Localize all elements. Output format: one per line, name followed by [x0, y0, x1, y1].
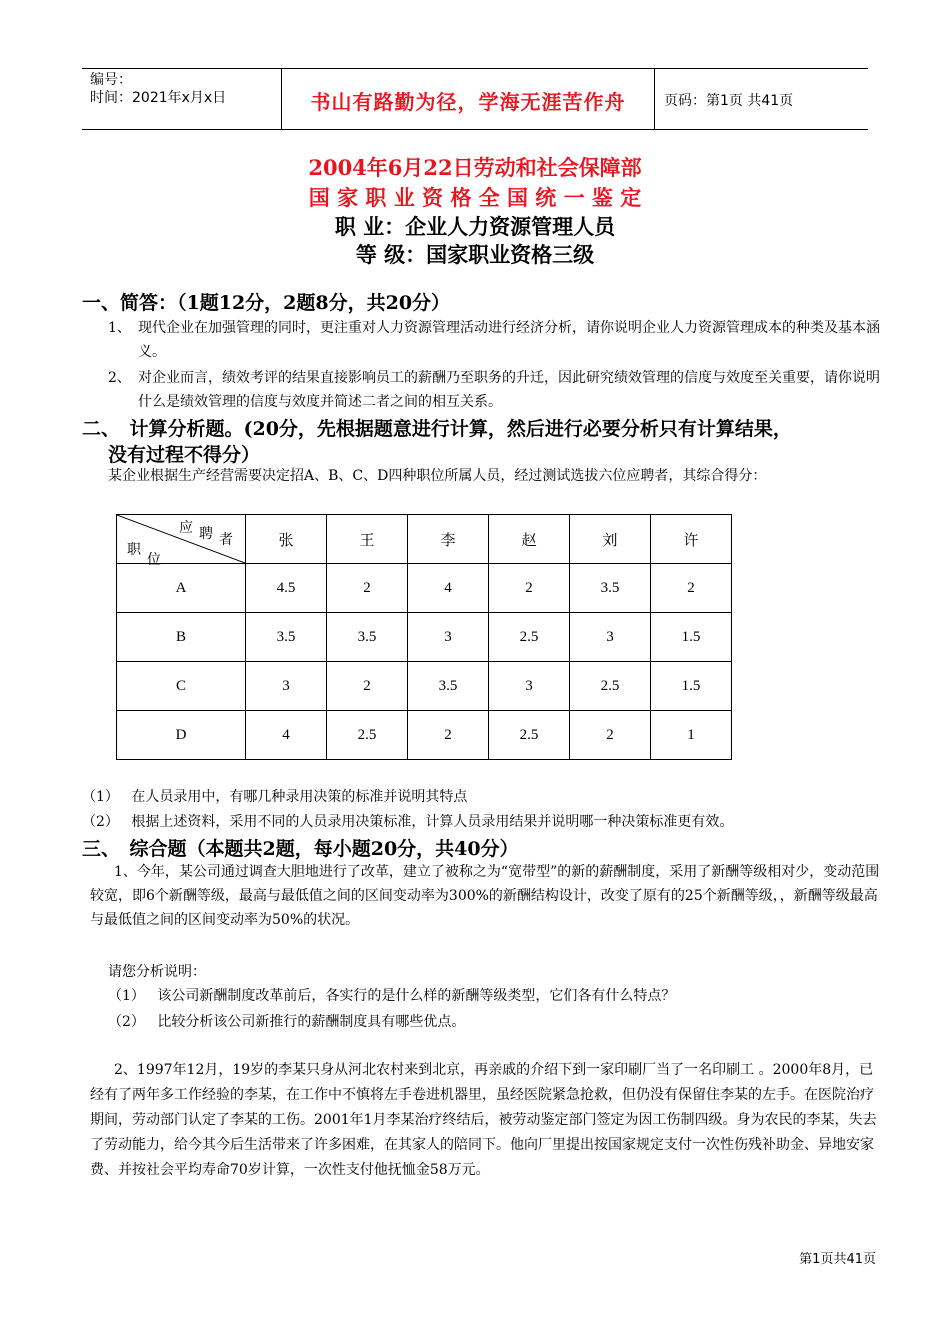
column-header: 王: [327, 515, 408, 564]
table-cell: 4: [246, 711, 327, 760]
table-cell: 2: [651, 564, 732, 613]
table-header-row: [117, 515, 732, 564]
corner-label: 职: [127, 543, 141, 558]
section-1-heading: 一、简答：（1题12分，2题8分，共20分）: [82, 292, 451, 314]
section-1-item-2: [108, 366, 880, 414]
table-cell: 2.5: [489, 711, 570, 760]
table-cell: 2: [408, 711, 489, 760]
table-cell: 3.5: [327, 613, 408, 662]
section-2-heading-line-1: 二、 计算分析题。(20分，先根据题意进行计算，然后进行必要分析只有计算结果，: [82, 418, 792, 440]
table-cell: 2: [570, 711, 651, 760]
table-cell: 1.5: [651, 662, 732, 711]
table-row: [117, 662, 732, 711]
section-2-heading-line-2: 没有过程不得分）: [108, 444, 261, 466]
title-line-4: 等 级：国家职业资格三级: [355, 242, 595, 267]
table-cell: 2: [327, 662, 408, 711]
question-text: 在人员录用中，有哪几种录用决策的标准并说明其特点: [131, 789, 468, 805]
footer-page-info: 第1页共41页: [799, 1252, 876, 1267]
table-row: [117, 711, 732, 760]
header-left: [90, 71, 226, 107]
row-label: A: [117, 564, 246, 613]
table-cell: 3.5: [570, 564, 651, 613]
case-1-question-2: [108, 1010, 465, 1034]
title-line-2: 国 家 职 业 资 格 全 国 统 一 鉴 定: [308, 185, 642, 210]
table-cell: 2: [327, 564, 408, 613]
table-corner-cell: [117, 515, 246, 568]
table-cell: 3: [570, 613, 651, 662]
section-2-intro: 某企业根据生产经营需要决定招A、B、C、D四种职位所属人员，经过测试选拔六位应聘者，其综合得分：: [108, 468, 767, 484]
table-cell: 3.5: [246, 613, 327, 662]
case-2-text: 2、1997年12月，19岁的李某只身从河北农村来到北京，再亲戚的介绍下到一家印刷厂当了一名印刷工 。2000年8月，已经有了两年多工作经验的李某，在工作中不慎将左手卷进机器里，虽经医院紧急抢救，但仍没有保留住李某的左手。在医院治疗期间，劳动部门认定了李某的工伤。2001年1月李某治疗终结后，被劳动鉴定部门签定为因工伤制四级。身为农民的李某，失去了劳动能力，给今其今后生活带来了许多困难，在其家人的陪同下。他向厂里提出按国家规定支付一次性伤残补助金、异地安家费、并按社会平均寿命70岁计算，一次性支付他抚恤金58万元。: [90, 1062, 877, 1178]
table-cell: 4.5: [246, 564, 327, 613]
table-cell: 1: [651, 711, 732, 760]
table-cell: 3: [489, 662, 570, 711]
question-number: （2）: [108, 1014, 145, 1030]
row-label: D: [117, 711, 246, 760]
column-header: 许: [651, 515, 732, 564]
item-number: 1、: [108, 320, 131, 336]
table-cell: 1.5: [651, 613, 732, 662]
column-header: 李: [408, 515, 489, 564]
question-number: （1）: [108, 988, 145, 1004]
title-line-1: 2004年6月22日劳动和社会保障部: [308, 155, 642, 180]
column-header: 刘: [570, 515, 651, 564]
corner-label: 者: [219, 533, 233, 548]
question-text: 根据上述资料，采用不同的人员录用决策标准，计算人员录用结果并说明哪一种决策标准更有效。: [131, 814, 734, 830]
corner-label: 位: [147, 553, 161, 568]
table-cell: 2.5: [570, 662, 651, 711]
section-2-question-2: [82, 810, 733, 834]
question-number: （2）: [82, 814, 119, 830]
section-2-question-1: [82, 785, 467, 809]
column-header: 张: [246, 515, 327, 564]
item-number: 2、: [108, 370, 131, 386]
row-label: B: [117, 613, 246, 662]
header-motto: 书山有路勤为径，学海无涯苦作舟: [310, 90, 626, 114]
item-text: 现代企业在加强管理的同时，更注重对人力资源管理活动进行经济分析，请你说明企业人力资源管理成本的种类及基本涵义。: [138, 320, 880, 360]
case-1-text: 1、今年，某公司通过调查大胆地进行了改革，建立了被称之为“宽带型”的新的薪酬制度，采用了新酬等级相对少，变动范围较宽，即6个新酬等级，最高与最低值之间的区间变动率为300%的新酬结构设计，改变了原有的25个新酬等级，，新酬等级最高与最低值之间的区间变动率为50%的状况。: [90, 864, 880, 928]
question-text: 该公司新酬制度改革前后，各实行的是什么样的新酬等级类型，它们各有什么特点？: [157, 988, 676, 1004]
case-1-question-1: [108, 984, 675, 1008]
header-divider: [654, 69, 655, 129]
question-text: 比较分析该公司新推行的薪酬制度具有哪些优点。: [157, 1014, 466, 1030]
number-label: 编号：: [90, 72, 132, 88]
table-row: [117, 613, 732, 662]
item-text: 对企业而言，绩效考评的结果直接影响员工的薪酬乃至职务的升迁，因此研究绩效管理的信度与效度至关重要，请你说明什么是绩效管理的信度与效度并简述二者之间的相互关系。: [138, 370, 880, 410]
corner-label: 聘: [199, 527, 213, 542]
row-label: C: [117, 662, 246, 711]
table-cell: 4: [408, 564, 489, 613]
question-number: （1）: [82, 789, 119, 805]
column-header: 赵: [489, 515, 570, 564]
corner-label: 应: [179, 521, 193, 536]
analysis-prompt: 请您分析说明：: [108, 964, 206, 980]
score-table: [116, 514, 732, 760]
table-cell: 2.5: [327, 711, 408, 760]
table-row: [117, 564, 732, 613]
table-cell: 3.5: [408, 662, 489, 711]
time-label: 时间：2021年x月x日: [90, 90, 227, 106]
section-3-heading: 三、 综合题（本题共2题，每小题20分，共40分）: [82, 838, 519, 860]
table-cell: 3: [246, 662, 327, 711]
table-cell: 2: [489, 564, 570, 613]
table-cell: 3: [408, 613, 489, 662]
title-line-3: 职 业：企业人力资源管理人员: [334, 214, 616, 239]
table-cell: 2.5: [489, 613, 570, 662]
section-1-item-1: [108, 316, 880, 364]
header-page-info: 页码：第1页 共41页: [664, 93, 794, 109]
